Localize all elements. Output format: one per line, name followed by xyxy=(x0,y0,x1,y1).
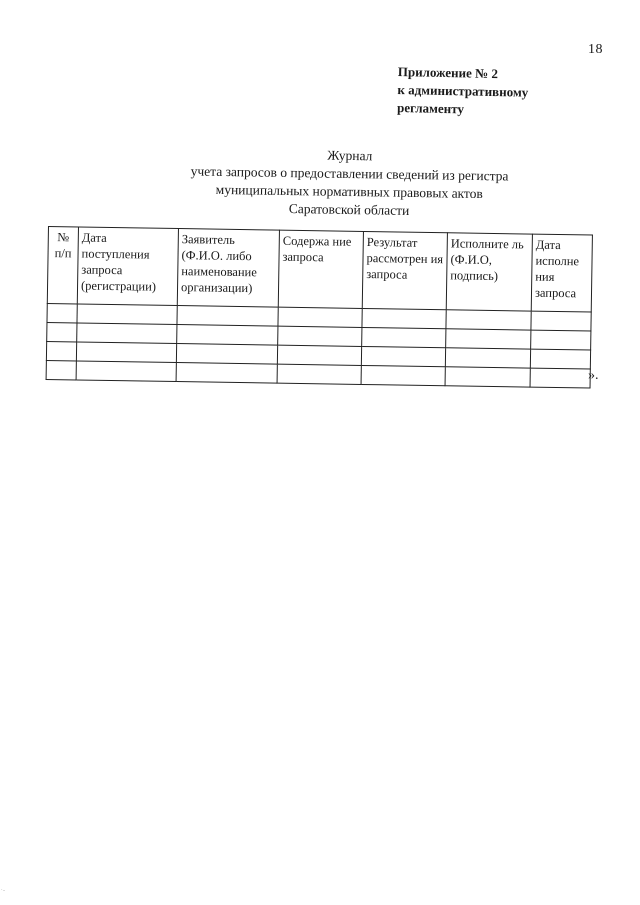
table-cell xyxy=(362,327,446,347)
table-cell xyxy=(76,361,176,382)
table-cell xyxy=(361,365,445,385)
table-cell xyxy=(446,310,531,330)
table-cell xyxy=(77,304,177,325)
table-cell xyxy=(47,322,77,341)
table-header-row xyxy=(47,227,592,313)
table-cell xyxy=(445,367,530,387)
table-cell xyxy=(277,345,361,365)
table-cell xyxy=(46,341,76,360)
table-cell xyxy=(77,323,177,344)
journal-title xyxy=(149,144,550,222)
appendix-header xyxy=(397,63,529,120)
header-applicant: Заявитель (Ф.И.О. либо наименование организации) xyxy=(177,229,279,308)
table-cell xyxy=(277,364,361,384)
table-cell xyxy=(278,307,362,327)
appendix-line-2: к административному xyxy=(397,81,529,100)
register-table xyxy=(46,226,593,389)
table-cell xyxy=(446,329,531,349)
closing-quote-mark: ». xyxy=(588,368,599,383)
table-cell xyxy=(76,342,176,363)
table-cell xyxy=(530,349,590,369)
table-cell xyxy=(531,330,591,350)
table-cell xyxy=(445,348,530,368)
journal-title-line-1: Журнал xyxy=(327,147,373,164)
table-cell xyxy=(47,303,77,322)
table-cell xyxy=(361,346,445,366)
header-execution-date: Дата исполне ния запроса xyxy=(531,234,592,312)
table-cell xyxy=(362,308,446,328)
header-receipt-date: Дата поступления запроса (регистрации) xyxy=(77,227,178,306)
table-cell xyxy=(177,325,278,346)
header-review-result: Результат рассмотрен ия запроса xyxy=(362,231,447,309)
table-cell xyxy=(278,326,362,346)
table-cell xyxy=(530,368,590,388)
table-cell xyxy=(176,344,277,365)
table-cell xyxy=(177,306,278,327)
header-request-content: Содержа ние запроса xyxy=(278,230,363,308)
header-executor: Исполните ль (Ф.И.О, подпись) xyxy=(446,233,532,311)
journal-title-line-2: учета запросов о предоставлении сведений из регистра xyxy=(190,163,509,184)
journal-title-line-3: муниципальных нормативных правовых актов xyxy=(215,181,483,202)
table-cell xyxy=(531,311,591,331)
page-number: 18 xyxy=(588,42,603,57)
appendix-line-1: Приложение № 2 xyxy=(397,63,499,82)
journal-title-line-4: Саратовской области xyxy=(288,201,410,218)
table-cell xyxy=(176,363,277,384)
register-table-wrapper xyxy=(46,226,593,389)
table-cell xyxy=(46,360,76,379)
appendix-line-3: регламенту xyxy=(396,99,465,117)
header-number: № п/п xyxy=(47,227,78,304)
scan-artifact-mark: ·.. xyxy=(1,888,6,893)
